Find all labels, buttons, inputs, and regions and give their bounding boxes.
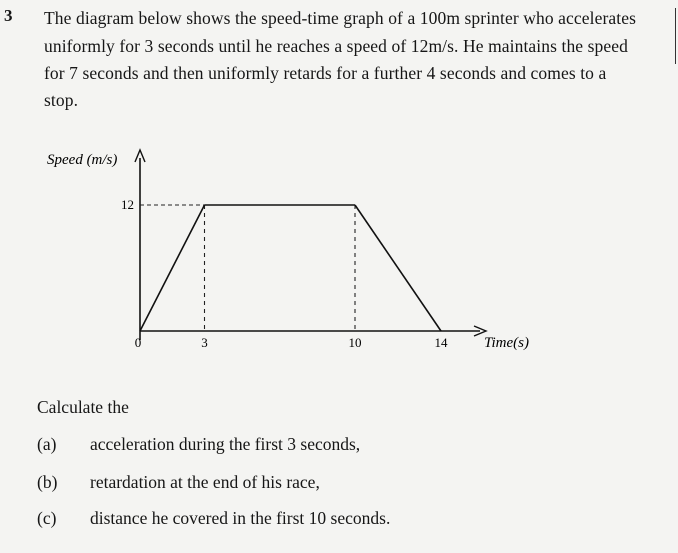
x-tick-14: 14 [434, 335, 448, 350]
part-a-text: acceleration during the first 3 seconds, [90, 434, 361, 454]
question-number: 3 [4, 6, 13, 25]
graph-segment-3 [355, 205, 441, 331]
question-line-4: stop. [44, 90, 79, 110]
graph-segment-1 [140, 205, 205, 331]
part-a-label: (a) [37, 434, 57, 454]
x-tick-0: 0 [134, 335, 142, 350]
y-tick-labels [121, 197, 134, 212]
y-axis-label: Speed (m/s) [47, 152, 118, 168]
y-tick-12: 12 [121, 197, 134, 212]
part-c-text: distance he covered in the first 10 seconds. [90, 508, 391, 528]
question-line-2: uniformly for 3 seconds until he reaches a speed of 12m/s. He maintains the speed [44, 36, 628, 56]
question-line-1: The diagram below shows the speed-time graph of a 100m sprinter who accelerates [44, 8, 637, 28]
speed-time-graph [0, 140, 678, 370]
data-series [140, 205, 441, 331]
x-tick-3: 3 [201, 335, 208, 350]
part-b-text: retardation at the end of his race, [90, 472, 320, 492]
part-c-label: (c) [37, 508, 57, 528]
margin-mark [675, 8, 676, 64]
question-line-3: for 7 seconds and then uniformly retards for a further 4 seconds and comes to a [44, 63, 607, 83]
calculate-intro: Calculate the [37, 397, 129, 417]
x-axis-label: Time(s) [484, 335, 529, 351]
x-tick-10: 10 [348, 335, 362, 350]
x-tick-labels [135, 335, 448, 350]
part-b-label: (b) [37, 472, 58, 492]
